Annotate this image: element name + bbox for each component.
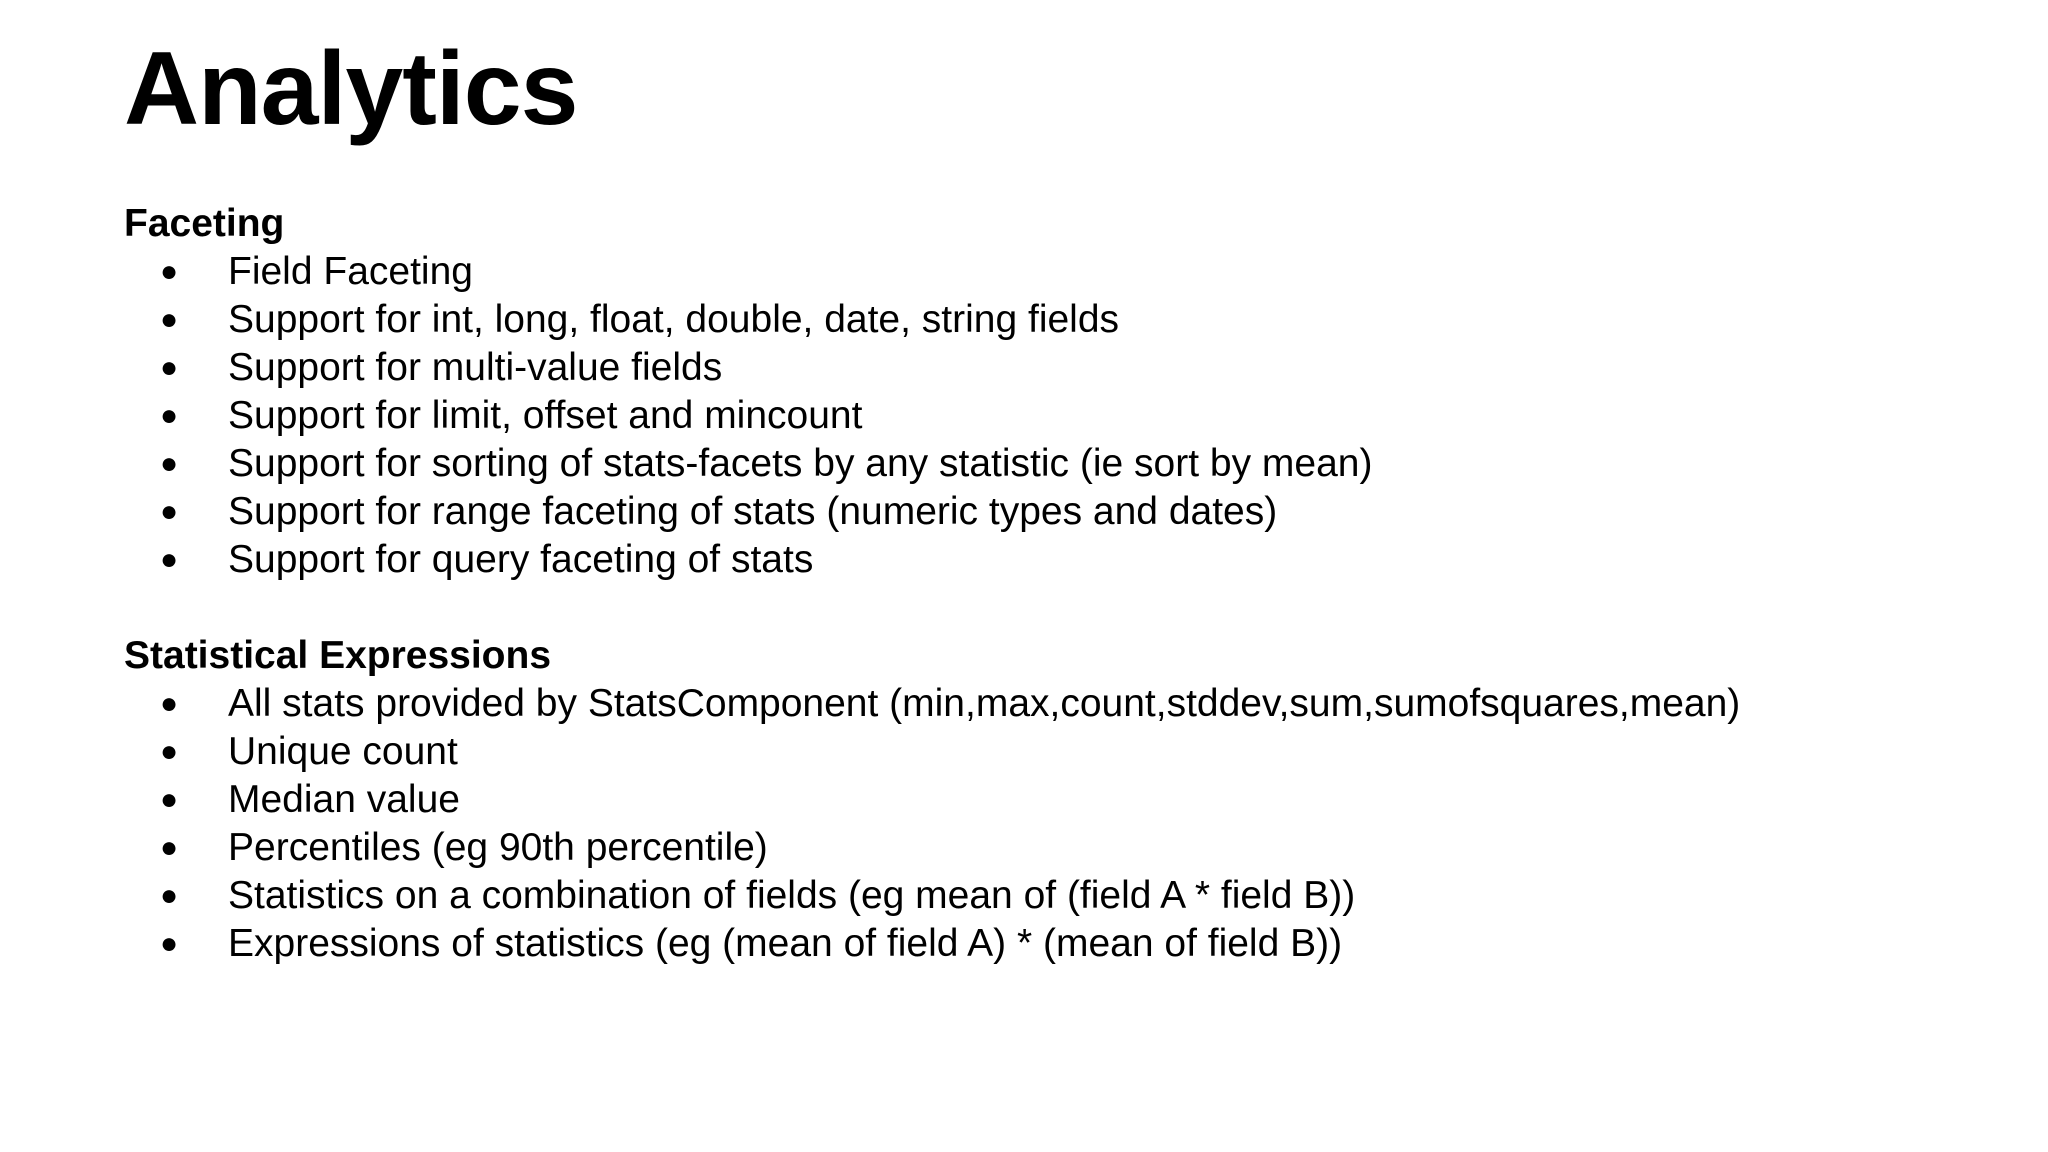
list-item-text: Statistics on a combination of fields (eg mean of (field A * field B)) <box>228 874 1356 917</box>
list-item <box>124 920 1740 968</box>
bullet-icon: ● <box>160 303 179 336</box>
list-item <box>124 776 1740 824</box>
list-item <box>124 392 1372 440</box>
list-item <box>124 872 1740 920</box>
list-item-text: Median value <box>228 778 460 821</box>
list-item-text: Expressions of statistics (eg (mean of field A) * (mean of field B)) <box>228 922 1343 965</box>
section-heading: Statistical Expressions <box>124 634 552 677</box>
bullet-icon: ● <box>160 447 179 480</box>
bullet-icon: ● <box>160 879 179 912</box>
list-item <box>124 248 1372 296</box>
bullet-icon: ● <box>160 399 179 432</box>
list-item <box>124 296 1372 344</box>
list-item <box>124 680 1740 728</box>
list-item-text: Support for multi-value fields <box>228 346 723 389</box>
list-item-text: Support for query faceting of stats <box>228 538 814 581</box>
list-item <box>124 824 1740 872</box>
list-item-text: Support for limit, offset and mincount <box>228 394 863 437</box>
list-item <box>124 440 1372 488</box>
list-item <box>124 344 1372 392</box>
bullet-list <box>124 680 1740 968</box>
slide-title: Analytics <box>124 31 578 147</box>
list-item <box>124 728 1740 776</box>
list-item-text: Support for int, long, float, double, date, string fields <box>228 298 1120 341</box>
bullet-icon: ● <box>160 783 179 816</box>
bullet-icon: ● <box>160 351 179 384</box>
section-statistical-expressions <box>124 632 1740 968</box>
list-item-text: Support for sorting of stats-facets by any statistic (ie sort by mean) <box>228 442 1373 485</box>
list-item <box>124 536 1372 584</box>
bullet-icon: ● <box>160 687 179 720</box>
bullet-icon: ● <box>160 831 179 864</box>
bullet-list <box>124 248 1372 584</box>
list-item-text: Support for range faceting of stats (numeric types and dates) <box>228 490 1278 533</box>
bullet-icon: ● <box>160 735 179 768</box>
bullet-icon: ● <box>160 543 179 576</box>
bullet-icon: ● <box>160 255 179 288</box>
bullet-icon: ● <box>160 927 179 960</box>
list-item-text: Field Faceting <box>228 250 473 293</box>
list-item-text: Unique count <box>228 730 458 773</box>
bullet-icon: ● <box>160 495 179 528</box>
section-faceting <box>124 200 1372 584</box>
list-item <box>124 488 1372 536</box>
list-item-text: All stats provided by StatsComponent (min,max,count,stddev,sum,sumofsquares,mean) <box>228 682 1741 725</box>
section-heading: Faceting <box>124 202 285 245</box>
list-item-text: Percentiles (eg 90th percentile) <box>228 826 768 869</box>
